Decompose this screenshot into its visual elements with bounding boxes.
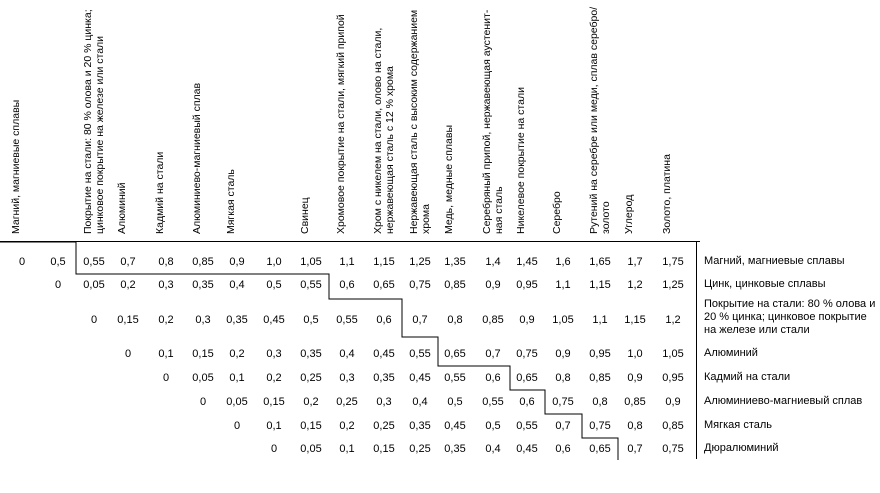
column-header: Нержавеющая сталь с высоким содержанием хрома bbox=[408, 9, 432, 234]
value-cell: 1,2 bbox=[627, 279, 643, 291]
value-cell: 0,55 bbox=[83, 256, 105, 268]
value-cell: 0,1 bbox=[266, 420, 282, 432]
value-cell: 1,1 bbox=[339, 256, 355, 268]
value-cell: 1,15 bbox=[589, 279, 611, 291]
value-cell: 1,7 bbox=[627, 256, 643, 268]
row-label: Магний, магниевые сплавы bbox=[704, 255, 845, 267]
value-cell: 0,75 bbox=[516, 348, 538, 360]
value-cell: 0,2 bbox=[339, 420, 355, 432]
value-cell: 0,7 bbox=[412, 314, 428, 326]
value-cell: 0,3 bbox=[376, 396, 392, 408]
column-header: Серебряный припой, нержавеющая аустенит-ная сталь bbox=[481, 9, 505, 234]
value-cell: 1,05 bbox=[552, 314, 574, 326]
value-cell: 0,5 bbox=[266, 279, 282, 291]
value-cell: 0,45 bbox=[516, 443, 538, 455]
value-cell: 0,85 bbox=[624, 396, 646, 408]
value-cell: 0,9 bbox=[519, 314, 535, 326]
value-cell: 0,2 bbox=[158, 314, 174, 326]
value-cell: 0 bbox=[90, 314, 98, 326]
value-cell: 0,35 bbox=[444, 443, 466, 455]
value-cell: 0 bbox=[199, 396, 207, 408]
column-header: Серебро bbox=[551, 191, 563, 234]
value-cell: 0 bbox=[270, 443, 278, 455]
value-cell: 0,25 bbox=[300, 372, 322, 384]
value-cell: 0,75 bbox=[589, 420, 611, 432]
value-cell: 0,05 bbox=[300, 443, 322, 455]
value-cell: 0,5 bbox=[447, 396, 463, 408]
value-cell: 0,55 bbox=[516, 420, 538, 432]
column-header: Алюминиево-магниевый сплав bbox=[191, 82, 203, 234]
row-label: Алюминий bbox=[704, 347, 758, 359]
value-cell: 0,75 bbox=[662, 443, 684, 455]
value-cell: 0,65 bbox=[373, 279, 395, 291]
value-cell: 1,1 bbox=[592, 314, 608, 326]
value-cell: 0,1 bbox=[229, 372, 245, 384]
value-cell: 1,0 bbox=[627, 348, 643, 360]
value-cell: 0,4 bbox=[229, 279, 245, 291]
column-header: Углерод bbox=[623, 194, 635, 234]
value-cell: 0,65 bbox=[589, 443, 611, 455]
row-label: Цинк, цинковые сплавы bbox=[704, 278, 826, 290]
value-cell: 0,15 bbox=[300, 420, 322, 432]
value-cell: 0,8 bbox=[447, 314, 463, 326]
value-cell: 0,5 bbox=[303, 314, 319, 326]
value-cell: 0,8 bbox=[158, 256, 174, 268]
value-cell: 0 bbox=[54, 279, 62, 291]
value-cell: 0,2 bbox=[266, 372, 282, 384]
value-cell: 1,4 bbox=[485, 256, 501, 268]
value-cell: 0,35 bbox=[300, 348, 322, 360]
value-cell: 0,9 bbox=[229, 256, 245, 268]
column-header: Алюминий bbox=[116, 182, 128, 234]
value-cell: 1,25 bbox=[662, 279, 684, 291]
value-cell: 0,5 bbox=[50, 256, 66, 268]
value-cell: 0,75 bbox=[552, 396, 574, 408]
value-cell: 0,65 bbox=[444, 348, 466, 360]
row-label: Покрытие на стали: 80 % олова и 20 % цинка; цинковое покрытие на железе или стали bbox=[704, 298, 876, 336]
value-cell: 0,35 bbox=[226, 314, 248, 326]
value-cell: 1,15 bbox=[373, 256, 395, 268]
value-cell: 0,45 bbox=[373, 348, 395, 360]
value-cell: 1,05 bbox=[300, 256, 322, 268]
value-cell: 0 bbox=[18, 256, 26, 268]
value-cell: 1,6 bbox=[555, 256, 571, 268]
value-cell: 0,85 bbox=[444, 279, 466, 291]
value-cell: 0,9 bbox=[627, 372, 643, 384]
value-cell: 0,55 bbox=[336, 314, 358, 326]
value-cell: 0,45 bbox=[409, 372, 431, 384]
value-cell: 0,95 bbox=[662, 372, 684, 384]
value-cell: 0,6 bbox=[339, 279, 355, 291]
value-cell: 0,15 bbox=[263, 396, 285, 408]
row-label: Алюминиево-магниевый сплав bbox=[704, 395, 863, 407]
value-cell: 0,55 bbox=[409, 348, 431, 360]
value-cell: 0,4 bbox=[485, 443, 501, 455]
value-cell: 0,2 bbox=[120, 279, 136, 291]
value-cell: 0,8 bbox=[627, 420, 643, 432]
value-cell: 0,3 bbox=[158, 279, 174, 291]
value-cell: 0,15 bbox=[192, 348, 214, 360]
value-cell: 0,7 bbox=[120, 256, 136, 268]
value-cell: 0,6 bbox=[376, 314, 392, 326]
value-cell: 0,95 bbox=[589, 348, 611, 360]
value-cell: 0,85 bbox=[662, 420, 684, 432]
value-cell: 0,25 bbox=[373, 420, 395, 432]
value-cell: 0,7 bbox=[555, 420, 571, 432]
value-cell: 0,5 bbox=[485, 420, 501, 432]
value-cell: 0 bbox=[124, 348, 132, 360]
value-cell: 0,45 bbox=[263, 314, 285, 326]
value-cell: 0,25 bbox=[336, 396, 358, 408]
value-cell: 0,4 bbox=[339, 348, 355, 360]
value-cell: 0,9 bbox=[665, 396, 681, 408]
value-cell: 1,65 bbox=[589, 256, 611, 268]
column-header: Хромовое покрытие на стали, мягкий припой bbox=[335, 14, 347, 234]
value-cell: 0,05 bbox=[192, 372, 214, 384]
column-header: Мягкая сталь bbox=[225, 169, 237, 234]
value-cell: 0,9 bbox=[485, 279, 501, 291]
value-cell: 0,3 bbox=[195, 314, 211, 326]
value-cell: 0,15 bbox=[117, 314, 139, 326]
value-cell: 0,45 bbox=[444, 420, 466, 432]
value-cell: 1,2 bbox=[665, 314, 681, 326]
value-cell: 0,55 bbox=[444, 372, 466, 384]
value-cell: 1,35 bbox=[444, 256, 466, 268]
value-cell: 0,2 bbox=[229, 348, 245, 360]
value-cell: 0,25 bbox=[409, 443, 431, 455]
value-cell: 0,2 bbox=[303, 396, 319, 408]
value-cell: 0,3 bbox=[339, 372, 355, 384]
column-header: Хром с никелем на стали, олово на стали, нержавеющая сталь с 12 % хрома bbox=[372, 27, 396, 234]
column-header: Свинец bbox=[299, 197, 311, 234]
column-header: Рутений на серебре или меди, сплав серебро/золото bbox=[588, 6, 612, 234]
value-cell: 0,85 bbox=[589, 372, 611, 384]
value-cell: 0,95 bbox=[516, 279, 538, 291]
value-cell: 0,1 bbox=[339, 443, 355, 455]
value-cell: 0,7 bbox=[485, 348, 501, 360]
value-cell: 0,85 bbox=[192, 256, 214, 268]
value-cell: 0,6 bbox=[519, 396, 535, 408]
column-header: Покрытие на стали: 80 % олова и 20 % цинка; цинковое покрытие на железе или стали bbox=[82, 9, 106, 234]
value-cell: 0,65 bbox=[516, 372, 538, 384]
value-cell: 0,55 bbox=[300, 279, 322, 291]
column-header: Никелевое покрытие на стали bbox=[515, 87, 527, 234]
value-cell: 0,8 bbox=[555, 372, 571, 384]
value-cell: 0,1 bbox=[158, 348, 174, 360]
value-cell: 0,35 bbox=[373, 372, 395, 384]
value-cell: 0,9 bbox=[555, 348, 571, 360]
column-header: Магний, магниевые сплавы bbox=[10, 99, 22, 234]
value-cell: 1,45 bbox=[516, 256, 538, 268]
value-cell: 0,6 bbox=[485, 372, 501, 384]
value-cell: 0,85 bbox=[482, 314, 504, 326]
value-cell: 0,35 bbox=[409, 420, 431, 432]
value-cell: 0,05 bbox=[226, 396, 248, 408]
value-cell: 1,1 bbox=[555, 279, 571, 291]
value-cell: 0,4 bbox=[412, 396, 428, 408]
value-cell: 0,05 bbox=[83, 279, 105, 291]
column-header: Медь, медные сплавы bbox=[443, 125, 455, 234]
value-cell: 0 bbox=[233, 420, 241, 432]
value-cell: 0,3 bbox=[266, 348, 282, 360]
value-cell: 1,05 bbox=[662, 348, 684, 360]
value-cell: 0,35 bbox=[192, 279, 214, 291]
row-label: Мягкая сталь bbox=[704, 419, 772, 431]
value-cell: 0,7 bbox=[627, 443, 643, 455]
value-cell: 0 bbox=[162, 372, 170, 384]
value-cell: 1,25 bbox=[409, 256, 431, 268]
value-cell: 0,8 bbox=[592, 396, 608, 408]
value-cell: 0,75 bbox=[409, 279, 431, 291]
column-header: Кадмий на стали bbox=[154, 151, 166, 234]
value-cell: 0,15 bbox=[373, 443, 395, 455]
row-label: Дюралюминий bbox=[704, 442, 779, 454]
value-cell: 1,0 bbox=[266, 256, 282, 268]
value-cell: 0,6 bbox=[555, 443, 571, 455]
value-cell: 1,15 bbox=[624, 314, 646, 326]
column-header: Золото, платина bbox=[661, 154, 673, 234]
value-cell: 1,75 bbox=[662, 256, 684, 268]
value-cell: 0,55 bbox=[482, 396, 504, 408]
row-label: Кадмий на стали bbox=[704, 371, 791, 383]
